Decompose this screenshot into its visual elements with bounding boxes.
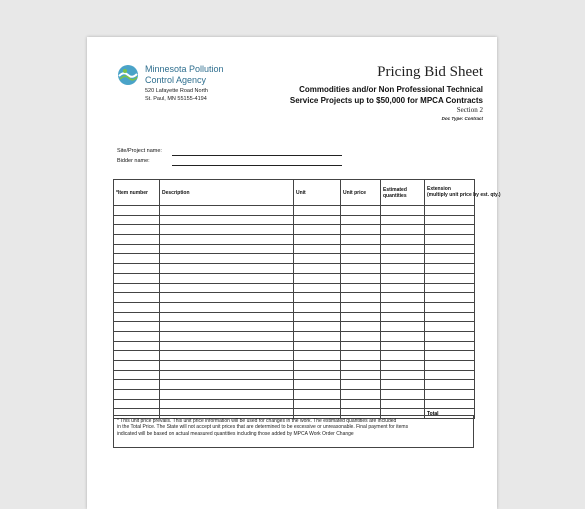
table-cell[interactable] [114, 206, 160, 216]
table-cell[interactable] [294, 293, 341, 303]
table-cell[interactable] [114, 380, 160, 390]
table-cell[interactable] [294, 331, 341, 341]
table-cell[interactable] [114, 341, 160, 351]
table-cell[interactable] [381, 322, 425, 332]
table-cell[interactable] [114, 283, 160, 293]
table-header-row [114, 180, 475, 206]
table-cell[interactable] [160, 302, 294, 312]
table-row [114, 322, 475, 332]
table-cell[interactable] [114, 273, 160, 283]
table-cell[interactable] [160, 361, 294, 371]
document-page [87, 37, 501, 509]
pricing-table-body [114, 206, 475, 419]
table-cell[interactable] [381, 380, 425, 390]
table-cell[interactable] [114, 254, 160, 264]
table-cell[interactable] [114, 370, 160, 380]
header-extension [425, 180, 501, 206]
table-cell[interactable] [381, 254, 425, 264]
table-cell[interactable] [425, 331, 475, 341]
table-cell[interactable] [341, 273, 381, 283]
header-description: Description [160, 180, 294, 206]
table-cell[interactable] [341, 206, 381, 216]
site-project-field[interactable] [117, 148, 162, 154]
table-cell[interactable] [425, 341, 475, 351]
table-cell[interactable] [294, 399, 341, 409]
table-cell[interactable] [381, 302, 425, 312]
table-cell[interactable] [294, 322, 341, 332]
table-row [114, 264, 475, 274]
table-cell[interactable] [381, 225, 425, 235]
footnote-line1: * This unit price prevails. This unit price information will be used for changes in the work. The estimated quantities are included [117, 418, 397, 424]
table-cell[interactable] [160, 399, 294, 409]
table-cell[interactable] [425, 244, 475, 254]
table-cell[interactable] [381, 390, 425, 400]
table-row [114, 283, 475, 293]
org-address [145, 87, 208, 103]
table-cell[interactable] [160, 206, 294, 216]
table-cell[interactable] [160, 264, 294, 274]
table-cell[interactable] [160, 273, 294, 283]
table-row [114, 380, 475, 390]
table-cell[interactable] [381, 215, 425, 225]
table-cell[interactable] [381, 264, 425, 274]
table-cell[interactable] [381, 399, 425, 409]
table-cell[interactable] [160, 293, 294, 303]
table-cell[interactable] [425, 273, 475, 283]
table-cell[interactable] [160, 380, 294, 390]
table-row [114, 215, 475, 225]
table-row [114, 273, 475, 283]
table-cell[interactable] [381, 341, 425, 351]
table-cell[interactable] [294, 361, 341, 371]
table-cell[interactable] [114, 264, 160, 274]
header-extension-note: (multiply unit price by est. qty.) [427, 191, 501, 198]
org-name [145, 64, 224, 86]
table-cell[interactable] [114, 322, 160, 332]
table-cell[interactable] [341, 244, 381, 254]
table-cell[interactable] [425, 293, 475, 303]
table-cell[interactable] [341, 370, 381, 380]
table-cell[interactable] [294, 370, 341, 380]
table-row [114, 312, 475, 322]
table-cell[interactable] [425, 235, 475, 245]
table-cell[interactable] [341, 225, 381, 235]
header-unit-price: Unit price [341, 180, 381, 206]
table-cell[interactable] [381, 206, 425, 216]
table-cell[interactable] [160, 370, 294, 380]
footnote-line3: indicated will be based on actual measured quantities including those added by MPCA Work Order Change [117, 430, 354, 437]
header-quantities-line2: quantities [383, 192, 407, 199]
table-cell[interactable] [294, 390, 341, 400]
table-cell[interactable] [114, 390, 160, 400]
table-cell[interactable] [160, 254, 294, 264]
table-cell[interactable] [341, 331, 381, 341]
table-cell[interactable] [341, 380, 381, 390]
page-title: Pricing Bid Sheet [377, 64, 483, 80]
table-row [114, 206, 475, 216]
table-row [114, 361, 475, 371]
table-cell[interactable] [425, 322, 475, 332]
table-cell[interactable] [294, 225, 341, 235]
table-row [114, 293, 475, 303]
table-row [114, 244, 475, 254]
table-cell[interactable] [341, 235, 381, 245]
table-cell[interactable] [114, 244, 160, 254]
bidder-name-field[interactable] [117, 158, 150, 164]
page-subtitle [290, 84, 483, 106]
table-cell[interactable] [160, 312, 294, 322]
table-cell[interactable] [425, 264, 475, 274]
pricing-table [113, 179, 501, 419]
table-cell[interactable] [341, 264, 381, 274]
table-cell[interactable] [381, 244, 425, 254]
bidder-name-line [172, 165, 342, 166]
table-cell[interactable] [294, 264, 341, 274]
footnote [113, 415, 474, 448]
table-cell[interactable] [294, 351, 341, 361]
section-label: Section 2 [456, 106, 483, 114]
table-cell[interactable] [114, 331, 160, 341]
table-row [114, 254, 475, 264]
table-cell[interactable] [160, 235, 294, 245]
table-cell[interactable] [294, 380, 341, 390]
table-cell[interactable] [425, 283, 475, 293]
table-cell[interactable] [294, 302, 341, 312]
org-address-line2: St. Paul, MN 55155-4194 [145, 96, 207, 102]
table-cell[interactable] [341, 302, 381, 312]
table-cell[interactable] [114, 312, 160, 322]
table-cell[interactable] [381, 273, 425, 283]
header-unit: Unit [294, 180, 341, 206]
header-item-number: *Item number [114, 180, 160, 206]
table-cell[interactable] [114, 225, 160, 235]
org-address-line1: 520 Lafayette Road North [145, 88, 208, 94]
table-cell[interactable] [341, 399, 381, 409]
table-row [114, 399, 475, 409]
table-cell[interactable] [381, 361, 425, 371]
table-row [114, 390, 475, 400]
table-row [114, 225, 475, 235]
table-cell[interactable] [114, 302, 160, 312]
table-cell[interactable] [425, 380, 475, 390]
table-cell[interactable] [114, 235, 160, 245]
table-cell[interactable] [341, 293, 381, 303]
site-project-label: Site/Project name: [117, 148, 162, 154]
table-cell[interactable] [381, 331, 425, 341]
bidder-name-label: Bidder name: [117, 158, 150, 164]
table-cell[interactable] [114, 215, 160, 225]
table-cell[interactable] [341, 361, 381, 371]
table-row [114, 331, 475, 341]
table-cell[interactable] [160, 331, 294, 341]
table-cell[interactable] [425, 370, 475, 380]
table-cell[interactable] [381, 293, 425, 303]
table-cell[interactable] [381, 283, 425, 293]
subtitle-line2: Service Projects up to $50,000 for MPCA Contracts [289, 96, 483, 105]
table-cell[interactable] [160, 225, 294, 235]
table-cell[interactable] [160, 244, 294, 254]
table-cell[interactable] [341, 312, 381, 322]
table-cell[interactable] [341, 341, 381, 351]
table-cell[interactable] [425, 312, 475, 322]
table-cell[interactable] [425, 302, 475, 312]
table-cell[interactable] [160, 351, 294, 361]
table-cell[interactable] [114, 361, 160, 371]
header-quantities-line1: Estimated [383, 186, 407, 193]
table-cell[interactable] [294, 215, 341, 225]
table-cell[interactable] [341, 283, 381, 293]
table-row [114, 235, 475, 245]
table-cell[interactable] [294, 206, 341, 216]
table-cell[interactable] [381, 370, 425, 380]
table-cell[interactable] [114, 399, 160, 409]
table-cell[interactable] [341, 351, 381, 361]
table-cell[interactable] [425, 215, 475, 225]
table-cell[interactable] [425, 225, 475, 235]
table-cell[interactable] [160, 341, 294, 351]
table-cell[interactable] [160, 390, 294, 400]
table-row [114, 341, 475, 351]
mpca-logo-icon [117, 64, 139, 86]
table-row [114, 302, 475, 312]
table-cell[interactable] [294, 244, 341, 254]
table-cell[interactable] [341, 254, 381, 264]
table-cell[interactable] [341, 215, 381, 225]
table-cell[interactable] [341, 322, 381, 332]
table-cell[interactable] [294, 273, 341, 283]
table-cell[interactable] [114, 351, 160, 361]
table-cell[interactable] [294, 283, 341, 293]
table-cell[interactable] [425, 399, 475, 409]
table-cell[interactable] [160, 283, 294, 293]
org-name-line1: Minnesota Pollution [145, 64, 224, 74]
table-cell[interactable] [160, 322, 294, 332]
table-cell[interactable] [294, 254, 341, 264]
table-cell[interactable] [114, 293, 160, 303]
table-cell[interactable] [425, 390, 475, 400]
table-cell[interactable] [294, 312, 341, 322]
table-cell[interactable] [381, 235, 425, 245]
total-label: Total [425, 409, 475, 419]
table-cell[interactable] [425, 351, 475, 361]
table-row [114, 370, 475, 380]
table-cell[interactable] [294, 341, 341, 351]
org-name-line2: Control Agency [145, 75, 207, 85]
table-cell[interactable] [425, 254, 475, 264]
doc-type-label: Doc Type: Contract [441, 116, 483, 121]
table-cell[interactable] [160, 215, 294, 225]
table-cell[interactable] [425, 206, 475, 216]
table-cell[interactable] [294, 235, 341, 245]
header-estimated-quantities [381, 180, 425, 206]
table-cell[interactable] [341, 390, 381, 400]
header-extension-title: Extension [427, 186, 451, 192]
subtitle-line1: Commodities and/or Non Professional Technical [299, 85, 483, 94]
table-cell[interactable] [381, 312, 425, 322]
footnote-line2: in the Total Price. The State will not accept unit prices that are determined to be excessive or unreasonable. Final payment for items [117, 424, 409, 431]
table-cell[interactable] [425, 361, 475, 371]
site-project-line [172, 155, 342, 156]
table-cell[interactable] [381, 351, 425, 361]
table-row [114, 351, 475, 361]
